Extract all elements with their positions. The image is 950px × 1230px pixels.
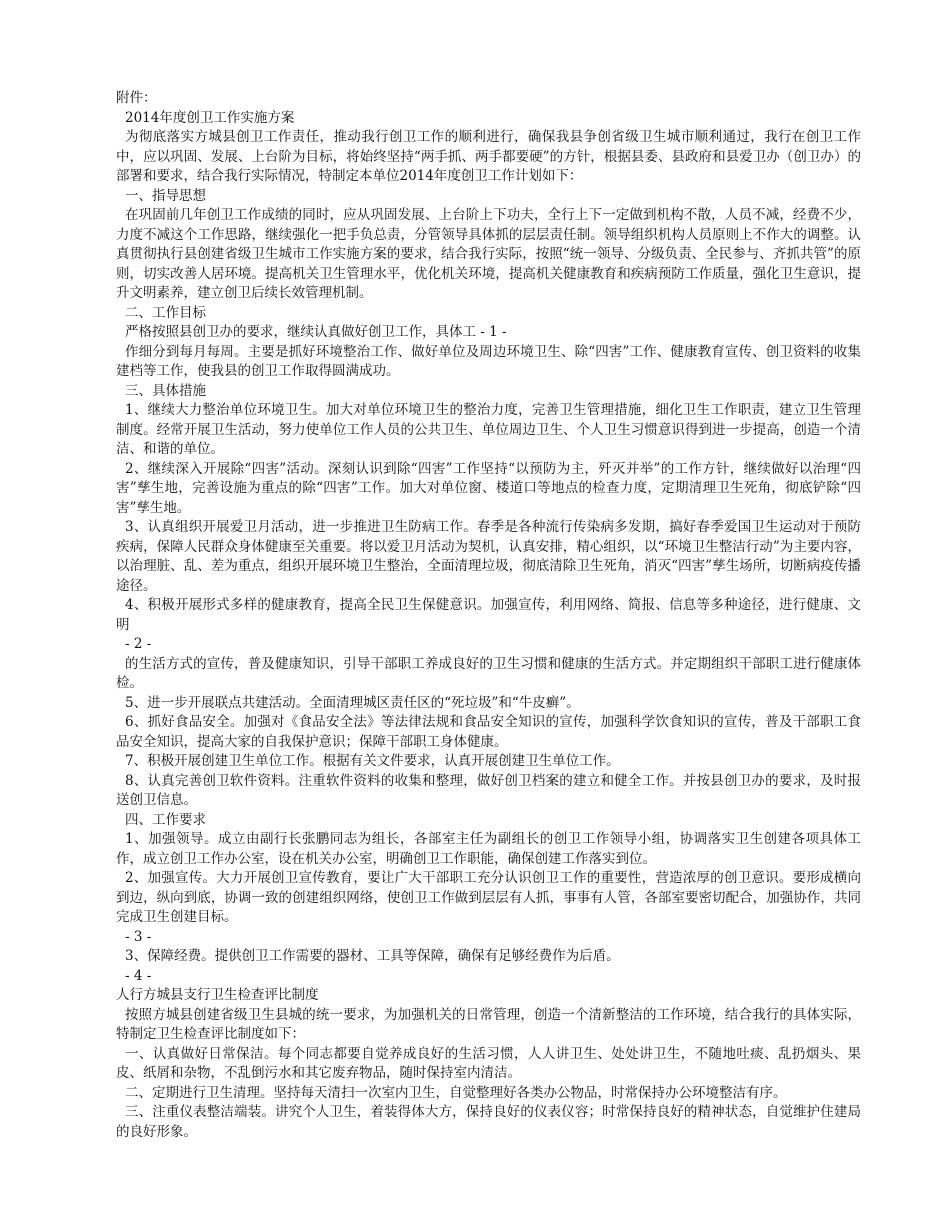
paragraph: 严格按照县创卫办的要求，继续认真做好创卫工作，具体工 - 1 - xyxy=(125,324,507,340)
paragraph: 5、进一步开展联点共建活动。全面清理城区责任区的“死垃圾”和“牛皮癣”。 xyxy=(125,694,580,711)
paragraph: 6、抓好食品安全。加强对《食品安全法》等法律法规和食品安全知识的宣传，加强科学饮食知识的宣传，普及干部职工食品安全知识，提高大家的自我保护意识；保障干部职工身体健康。 xyxy=(116,714,861,750)
paragraph: 一、指导思想 xyxy=(125,187,206,204)
paragraph: 的生活方式的宣传，普及健康知识，引导干部职工养成良好的卫生习惯和健康的生活方式。并定期组织干部职工进行健康体检。 xyxy=(116,655,861,691)
paragraph: 2014年度创卫工作实施方案 xyxy=(125,109,295,126)
paragraph: 三、注重仪表整洁端装。讲究个人卫生，着装得体大方，保持良好的仪表仪容；时常保持良好的精神状态，自觉维护住建局的良好形象。 xyxy=(116,1104,861,1140)
paragraph: - 3 - xyxy=(125,928,152,945)
document-body xyxy=(116,89,861,1142)
paragraph: 1、加强领导。成立由副行长张鹏同志为组长，各部室主任为副组长的创卫工作领导小组，协调落实卫生创建各项具体工作，成立创卫工作办公室，设在机关办公室，明确创卫工作职能，确保创建工作落实到位。 xyxy=(116,831,861,867)
paragraph: 2、加强宣传。大力开展创卫宣传教育，要让广大干部职工充分认识创卫工作的重要性，营造浓厚的创卫意识。要形成横向到边，纵向到底，协调一致的创建组织网络，使创卫工作做到层层有人抓，事事有人管，各部室要密切配合，加强协作，共同完成卫生创建目标。 xyxy=(116,870,861,925)
paragraph: 按照方城县创建省级卫生县城的统一要求，为加强机关的日常管理，创造一个清新整洁的工作环境，结合我行的具体实际，特制定卫生检查评比制度如下： xyxy=(116,1006,861,1042)
paragraph-list xyxy=(116,89,861,1142)
paragraph: 作细分到每月每周。主要是抓好环境整治工作、做好单位及周边环境卫生、除“四害”工作、健康教育宣传、创卫资料的收集建档等工作，使我县的创卫工作取得圆满成功。 xyxy=(116,343,861,379)
paragraph: 为彻底落实方城县创卫工作责任，推动我行创卫工作的顺利进行，确保我县争创省级卫生城市顺利通过，我行在创卫工作中，应以巩固、发展、上台阶为目标，将始终坚持“两手抓、两手都要硬”的方针，根据县委、县政府和县爱卫办（创卫办）的部署和要求，结合我行实际情况，特制定本单位2014年度创卫工作计划如下： xyxy=(116,129,861,184)
paragraph: 3、保障经费。提供创卫工作需要的器材、工具等保障，确保有足够经费作为后盾。 xyxy=(125,948,620,964)
paragraph: 1、继续大力整治单位环境卫生。加大对单位环境卫生的整治力度，完善卫生管理措施，细化卫生工作职责，建立卫生管理制度。经常开展卫生活动，努力使单位工作人员的公共卫生、单位周边卫生、个人卫生习惯意识得到进一步提高，创造一个清洁、和谐的单位。 xyxy=(116,402,861,457)
paragraph: - 2 - xyxy=(125,636,152,652)
paragraph: 7、积极开展创建卫生单位工作。根据有关文件要求，认真开展创建卫生单位工作。 xyxy=(125,753,620,769)
paragraph: 2、继续深入开展除“四害”活动。深刻认识到除“四害”工作坚持“以预防为主，歼灭并举”的工作方针，继续做好以治理“四害”孳生地，完善设施为重点的除“四害”工作。加大对单位窗、楼道口等地点的检查力度，定期清理卫生死角，彻底铲除“四害”孳生地。 xyxy=(116,460,861,516)
paragraph: 二、工作目标 xyxy=(125,304,206,321)
paragraph: 8、认真完善创卫软件资料。注重软件资料的收集和整理，做好创卫档案的建立和健全工作。并按县创卫办的要求，及时报送创卫信息。 xyxy=(116,772,861,808)
paragraph: 3、认真组织开展爱卫月活动，进一步推进卫生防病工作。春季是各种流行传染病多发期，搞好春季爱国卫生运动对于预防疾病，保障人民群众身体健康至关重要。将以爱卫月活动为契机，认真安排，精心组织，以“环境卫生整洁行动”为主要内容，以治理脏、乱、差为重点，组织开展环境卫生整治，全面清理垃圾，彻底清除卫生死角，消灭“四害”孳生场所，切断病疫传播途径。 xyxy=(116,519,861,594)
paragraph: - 4 - xyxy=(125,967,152,984)
paragraph: 一、认真做好日常保洁。每个同志都要自觉养成良好的生活习惯，人人讲卫生、处处讲卫生，不随地吐痰、乱扔烟头、果皮、纸屑和杂物，不乱倒污水和其它废弃物品，随时保持室内清洁。 xyxy=(116,1045,861,1081)
paragraph: 附件： xyxy=(116,90,157,106)
paragraph: 人行方城县支行卫生检查评比制度 xyxy=(116,987,319,1003)
paragraph: 4、积极开展形式多样的健康教育，提高全民卫生保健意识。加强宣传，利用网络、简报、信息等多种途径，进行健康、文明 xyxy=(116,597,861,633)
paragraph: 三、具体措施 xyxy=(125,382,206,399)
paragraph: 二、定期进行卫生清理。坚持每天清扫一次室内卫生，自觉整理好各类办公物品，时常保持办公环境整洁有序。 xyxy=(125,1084,787,1101)
paragraph: 四、工作要求 xyxy=(125,811,206,828)
paragraph: 在巩固前几年创卫工作成绩的同时，应从巩固发展、上台阶上下功夫，全行上下一定做到机构不散，人员不减，经费不少，力度不减这个工作思路，继续强化一把手负总责，分管领导具体抓的层层责任制。领导组织机构人员原则上不作大的调整。认真贯彻执行县创建省级卫生城市工作实施方案的要求，结合我行实际，按照“统一领导、分级负责、全民参与、齐抓共管”的原则，切实改善人居环境。提高机关卫生管理水平，优化机关环境，提高机关健康教育和疾病预防工作质量，强化卫生意识，提升文明素养，建立创卫后续长效管理机制。 xyxy=(116,207,861,301)
